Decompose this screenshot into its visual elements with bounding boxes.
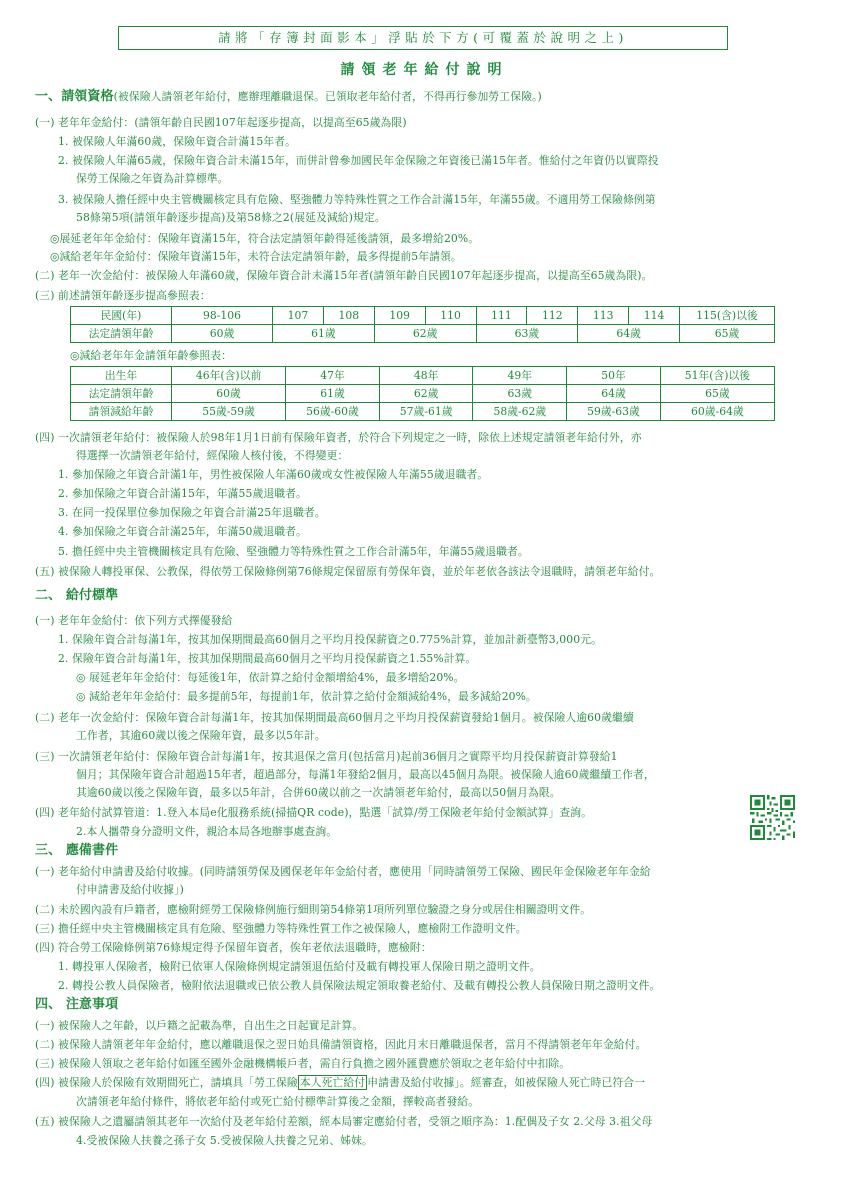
- page-title: 請領老年給付說明: [340, 62, 509, 78]
- s2-deferred: ◎ 展延老年年金給付：每延後1年，依計算之給付金額增給4%，最多增給20%。: [76, 671, 465, 684]
- section1-heading: 一、請領資格: [35, 89, 114, 104]
- s2-item3c: 其逾60歲以後之保險年資，最多以5年計，合併60歲以前之一次請領老年給付，最高以50個月為限。: [76, 786, 561, 799]
- s2-item3b: 個月；其保險年資合計超過15年者，超過部分，每滿1年發給2個月，最高以45個月為限。被保險人逾60歲繼續工作者，: [76, 768, 655, 781]
- s2-item4a: (四) 老年給付試算管道：1.登入本局e化服務系統(掃描QR code)，點選「試算/勞工保險老年給付金額試算」查詢。: [35, 806, 593, 819]
- s1-item4a: (四) 一次請領老年給付：被保險人於98年1月1日前有保險年資者，於符合下列規定之一時，除依上述規定請領老年給付外，亦: [35, 431, 642, 444]
- t2-r2-4: 63歲: [473, 385, 567, 403]
- s3-item4-2: 2. 轉投公教人員保險者，檢附依法退職或已依公教人員保險法規定領取養老給付、及載有轉投公教人員保險日期之證明文件。: [58, 979, 661, 992]
- s4-item3: (三) 被保險人領取之老年給付如匯至國外金融機構帳戶者，需自行負擔之國外匯費應於領取之老年給付中扣除。: [35, 1057, 571, 1070]
- s1-item1-2a: 2. 被保險人年滿65歲，保險年資合計未滿15年，而併計曾參加國民年金保險之年資後已滿15年者。惟給付之年資仍以實際投: [58, 154, 659, 167]
- t2-h-5: 50年: [567, 367, 661, 385]
- section2-heading: 二、 給付標準: [35, 588, 119, 603]
- t1-h-2: 107: [273, 307, 324, 325]
- t1-h-10: 115(含)以後: [680, 307, 775, 325]
- t2-h-4: 49年: [473, 367, 567, 385]
- s4-item5b: 4.受被保險人扶養之孫子女 5.受被保險人扶養之兄弟、姊妹。: [76, 1134, 373, 1147]
- section3-heading: 三、 應備書件: [35, 843, 119, 858]
- t2-r2-5: 64歲: [567, 385, 661, 403]
- s1-item4-2: 2. 參加保險之年資合計滿15年，年滿55歲退職者。: [58, 487, 307, 500]
- s1-item1-3a: 3. 被保險人擔任經中央主管機關核定具有危險、堅強體力等特殊性質之工作合計滿15年，年滿55歲。不適用勞工保險條例第: [58, 193, 656, 206]
- s3-item4-1: 1. 轉投軍人保險者，檢附已依軍人保險條例規定請領退伍給付及載有轉投軍人保險日期之證明文件。: [58, 960, 541, 973]
- s1-deferred-pension: ◎展延老年年金給付：保險年資滿15年，符合法定請領年齡得延後請領，最多增給20%。: [50, 232, 480, 245]
- t2-h-2: 47年: [286, 367, 380, 385]
- s1-reduced-pension: ◎減給老年年金給付：保險年資滿15年，未符合法定請領年齡，最多得提前5年請領。: [50, 250, 462, 263]
- t1-h-9: 114: [629, 307, 680, 325]
- t2-r2-2: 61歲: [286, 385, 380, 403]
- s4-item4a-boxed: 本人死亡給付: [299, 1076, 366, 1089]
- s2-item1-1: 1. 保險年資合計每滿1年，按其加保期間最高60個月之平均月投保薪資之0.775%計算，並加計新臺幣3,000元。: [58, 633, 602, 646]
- age-table-2: [70, 366, 775, 421]
- t1-h-4: 109: [374, 307, 425, 325]
- t2-h-6: 51年(含)以後: [660, 367, 774, 385]
- s4-item1: (一) 被保險人之年齡，以戶籍之記載為準，自出生之日起實足計算。: [35, 1019, 364, 1032]
- s4-item4a-pre: (四) 被保險人於保險有效期間死亡，請填具「勞工保險: [35, 1076, 298, 1089]
- s4-item4a: [35, 1076, 645, 1089]
- t1-r-0: 法定請領年齡: [71, 325, 172, 343]
- s1-item1: (一) 老年年金給付：(請領年齡自民國107年起逐步提高，以提高至65歲為限): [35, 116, 407, 129]
- t2-r2-3: 62歲: [379, 385, 473, 403]
- t2-r3-3: 57歲-61歲: [379, 403, 473, 421]
- t1-h-5: 110: [425, 307, 476, 325]
- t2-r3-6: 60歲-64歲: [660, 403, 774, 421]
- t1-r-2: 61歲: [273, 325, 375, 343]
- age-table-1: [70, 306, 775, 343]
- t2-h-3: 48年: [379, 367, 473, 385]
- s2-item4b: 2.本人攜帶身分證明文件，親洽本局各地辦事處查詢。: [76, 825, 338, 838]
- t2-r3-0: 請領減給年齡: [71, 403, 172, 421]
- t2-r2-0: 法定請領年齡: [71, 385, 172, 403]
- s2-reduced: ◎ 減給老年年金給付：最多提前5年，每提前1年，依計算之給付金額減給4%，最多減給20%。: [76, 690, 537, 703]
- s1-item1-2b: 保勞工保險之年資為計算標準。: [76, 172, 229, 185]
- s4-item4a-post: 申請書及給付收據」。經審查，如被保險人死亡時已符合一: [367, 1076, 646, 1089]
- qr-code-icon[interactable]: [750, 795, 795, 840]
- t2-r3-2: 56歲-60歲: [286, 403, 380, 421]
- s1-item4b: 得選擇一次請領老年給付，經保險人核付後，不得變更：: [76, 449, 349, 462]
- s1-item1-1: 1. 被保險人年滿60歲，保險年資合計滿15年者。: [58, 135, 297, 148]
- s2-item3a: (三) 一次請領老年給付：保險年資合計每滿1年，按其退保之當月(包括當月)起前36個月之實際平均月投保薪資計算發給1: [35, 750, 618, 763]
- t1-r-6: 65歲: [680, 325, 775, 343]
- s1-item3: (三) 前述請領年齡逐步提高參照表：: [35, 289, 211, 302]
- s3-item1a: (一) 老年給付申請書及給付收據。(同時請領勞保及國保老年年金給付者，應使用「同時請領勞工保險、國民年金保險老年年金給: [35, 865, 651, 878]
- s2-item1: (一) 老年年金給付：依下列方式擇優發給: [35, 614, 233, 627]
- t1-h-8: 113: [578, 307, 629, 325]
- s1-item5: (五) 被保險人轉投軍保、公教保，得依勞工保險條例第76條規定保留原有勞保年資，並於年老依各該法令退職時，請領老年給付。: [35, 565, 661, 578]
- s3-item2: (二) 未於國內設有戶籍者，應檢附經勞工保險條例施行細則第54條第1項所列單位驗證之身分或居住相關證明文件。: [35, 903, 592, 916]
- s4-item5a: (五) 被保險人之遺屬請領其老年一次給付及老年給付差額，經本局審定應給付者，受領之順序為：1.配偶及子女 2.父母 3.祖父母: [35, 1115, 653, 1128]
- section4-heading: 四、 注意事項: [35, 997, 119, 1012]
- top-notice-box: 請將「存簿封面影本」浮貼於下方(可覆蓋於說明之上): [118, 26, 728, 50]
- t2-r3-1: 55歲-59歲: [172, 403, 286, 421]
- t1-r-4: 63歲: [476, 325, 578, 343]
- t1-h-7: 112: [527, 307, 578, 325]
- t2-r3-4: 58歲-62歲: [473, 403, 567, 421]
- t1-h-6: 111: [476, 307, 527, 325]
- section1-heading-line: [35, 90, 542, 103]
- s2-item2b: 工作者，其逾60歲以後之保險年資，最多以5年計。: [76, 729, 326, 742]
- t1-h-1: 98-106: [172, 307, 273, 325]
- t2-r3-5: 59歲-63歲: [567, 403, 661, 421]
- t2-h-1: 46年(含)以前: [172, 367, 286, 385]
- s1-item4-3: 3. 在同一投保單位參加保險之年資合計滿25年退職者。: [58, 506, 326, 519]
- t1-r-3: 62歲: [374, 325, 476, 343]
- s1-item4-1: 1. 參加保險之年資合計滿1年，男性被保險人年滿60歲或女性被保險人年滿55歲退職者。: [58, 468, 489, 481]
- table2-caption: ◎減給老年年金請領年齡參照表：: [70, 349, 233, 362]
- t1-h-0: 民國(年): [71, 307, 172, 325]
- s1-item4-4: 4. 參加保險之年資合計滿25年，年滿50歲退職者。: [58, 525, 307, 538]
- s3-item1b: 付申請書及給付收據」): [76, 883, 184, 896]
- s3-item4: (四) 符合勞工保險條例第76條規定得予保留年資者，俟年老依法退職時，應檢附：: [35, 941, 432, 954]
- t1-r-1: 60歲: [172, 325, 273, 343]
- t2-r2-1: 60歲: [172, 385, 286, 403]
- t1-h-3: 108: [323, 307, 374, 325]
- s2-item2a: (二) 老年一次金給付：保險年資合計每滿1年，按其加保期間最高60個月之平均月投保薪資發給1個月。被保險人逾60歲繼續: [35, 711, 634, 724]
- s2-item1-2: 2. 保險年資合計每滿1年，按其加保期間最高60個月之平均月投保薪資之1.55%計算。: [58, 652, 477, 665]
- t2-r2-6: 65歲: [660, 385, 774, 403]
- section1-heading-note: (被保險人請領老年給付，應辦理離職退保。已領取老年給付者，不得再行參加勞工保險。): [113, 90, 542, 103]
- s1-item1-3b: 58條第5項(請領年齡逐步提高)及第58條之2(展延及減給)規定。: [76, 211, 386, 224]
- s3-item3: (三) 擔任經中央主管機關核定具有危險、堅強體力等特殊性質工作之被保險人，應檢附工作證明文件。: [35, 922, 527, 935]
- s4-item2: (二) 被保險人請領老年年金給付，應以離職退保之翌日始具備請領資格，因此月末日離職退保者，當月不得請領老年年金給付。: [35, 1038, 647, 1051]
- t2-h-0: 出生年: [71, 367, 172, 385]
- s1-item2: (二) 老年一次金給付：被保險人年滿60歲，保險年資合計未滿15年者(請領年齡自民國107年起逐步提高，以提高至65歲為限)。: [35, 269, 653, 282]
- t1-r-5: 64歲: [578, 325, 680, 343]
- s4-item4b: 次請領老年給付條件，將依老年給付或死亡給付標準計算後之金額，擇較高者發給。: [76, 1095, 480, 1108]
- s1-item4-5: 5. 擔任經中央主管機關核定具有危險、堅強體力等特殊性質之工作合計滿5年，年滿55歲退職者。: [58, 545, 529, 558]
